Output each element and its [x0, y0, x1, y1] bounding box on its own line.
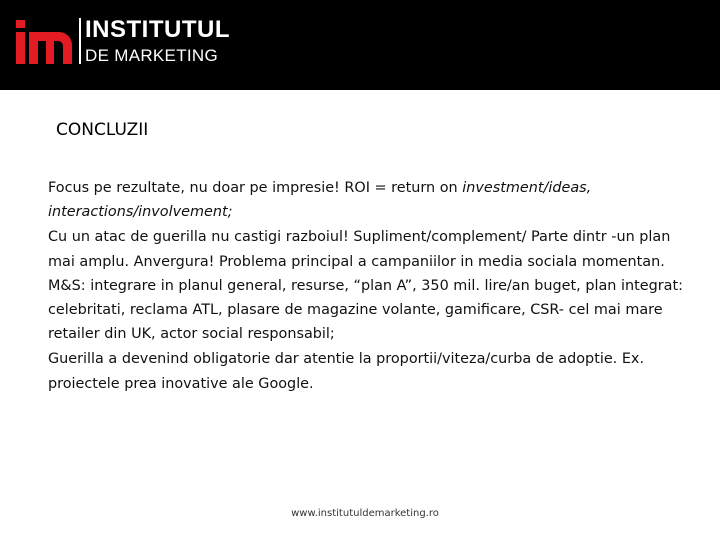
paragraph-guerilla: Cu un atac de guerilla nu castigi razboiul! Supliment/complement/ Parte dintr -un plan mai amplu. Anvergura! Problema principal a campaniilor in media sociala momentan. M&S: integrare in planul general, resurse, “plan A”, 350 mil. lire/an buget, plan integrat: celebritati, reclama ATL, plasare de magazine volante, gamificare, CSR- cel mai mare retailer din UK, actor social responsabil;	[48, 229, 683, 343]
logo-text-de-marketing: DE MARKETING	[85, 46, 219, 65]
slide-content	[48, 176, 698, 397]
logo-divider	[79, 18, 81, 64]
paragraph-roi-italic: investment/ideas, interactions/involvement;	[48, 180, 592, 221]
paragraph-roi	[48, 176, 698, 224]
footer-url: www.institutuldemarketing.ro	[291, 508, 439, 519]
paragraph-adoption: Guerilla a devenind obligatorie dar atentie la proportii/viteza/curba de adoptie. Ex. proiectele prea inovative ale Google.	[48, 351, 645, 392]
slide-title: CONCLUZII	[56, 120, 149, 140]
im-logo-icon	[14, 18, 74, 66]
paragraph-roi-text: Focus pe rezultate, nu doar pe impresie! ROI = return on	[48, 180, 463, 196]
logo-text-institutul: INSTITUTUL	[85, 16, 230, 43]
header-bar	[0, 0, 720, 90]
